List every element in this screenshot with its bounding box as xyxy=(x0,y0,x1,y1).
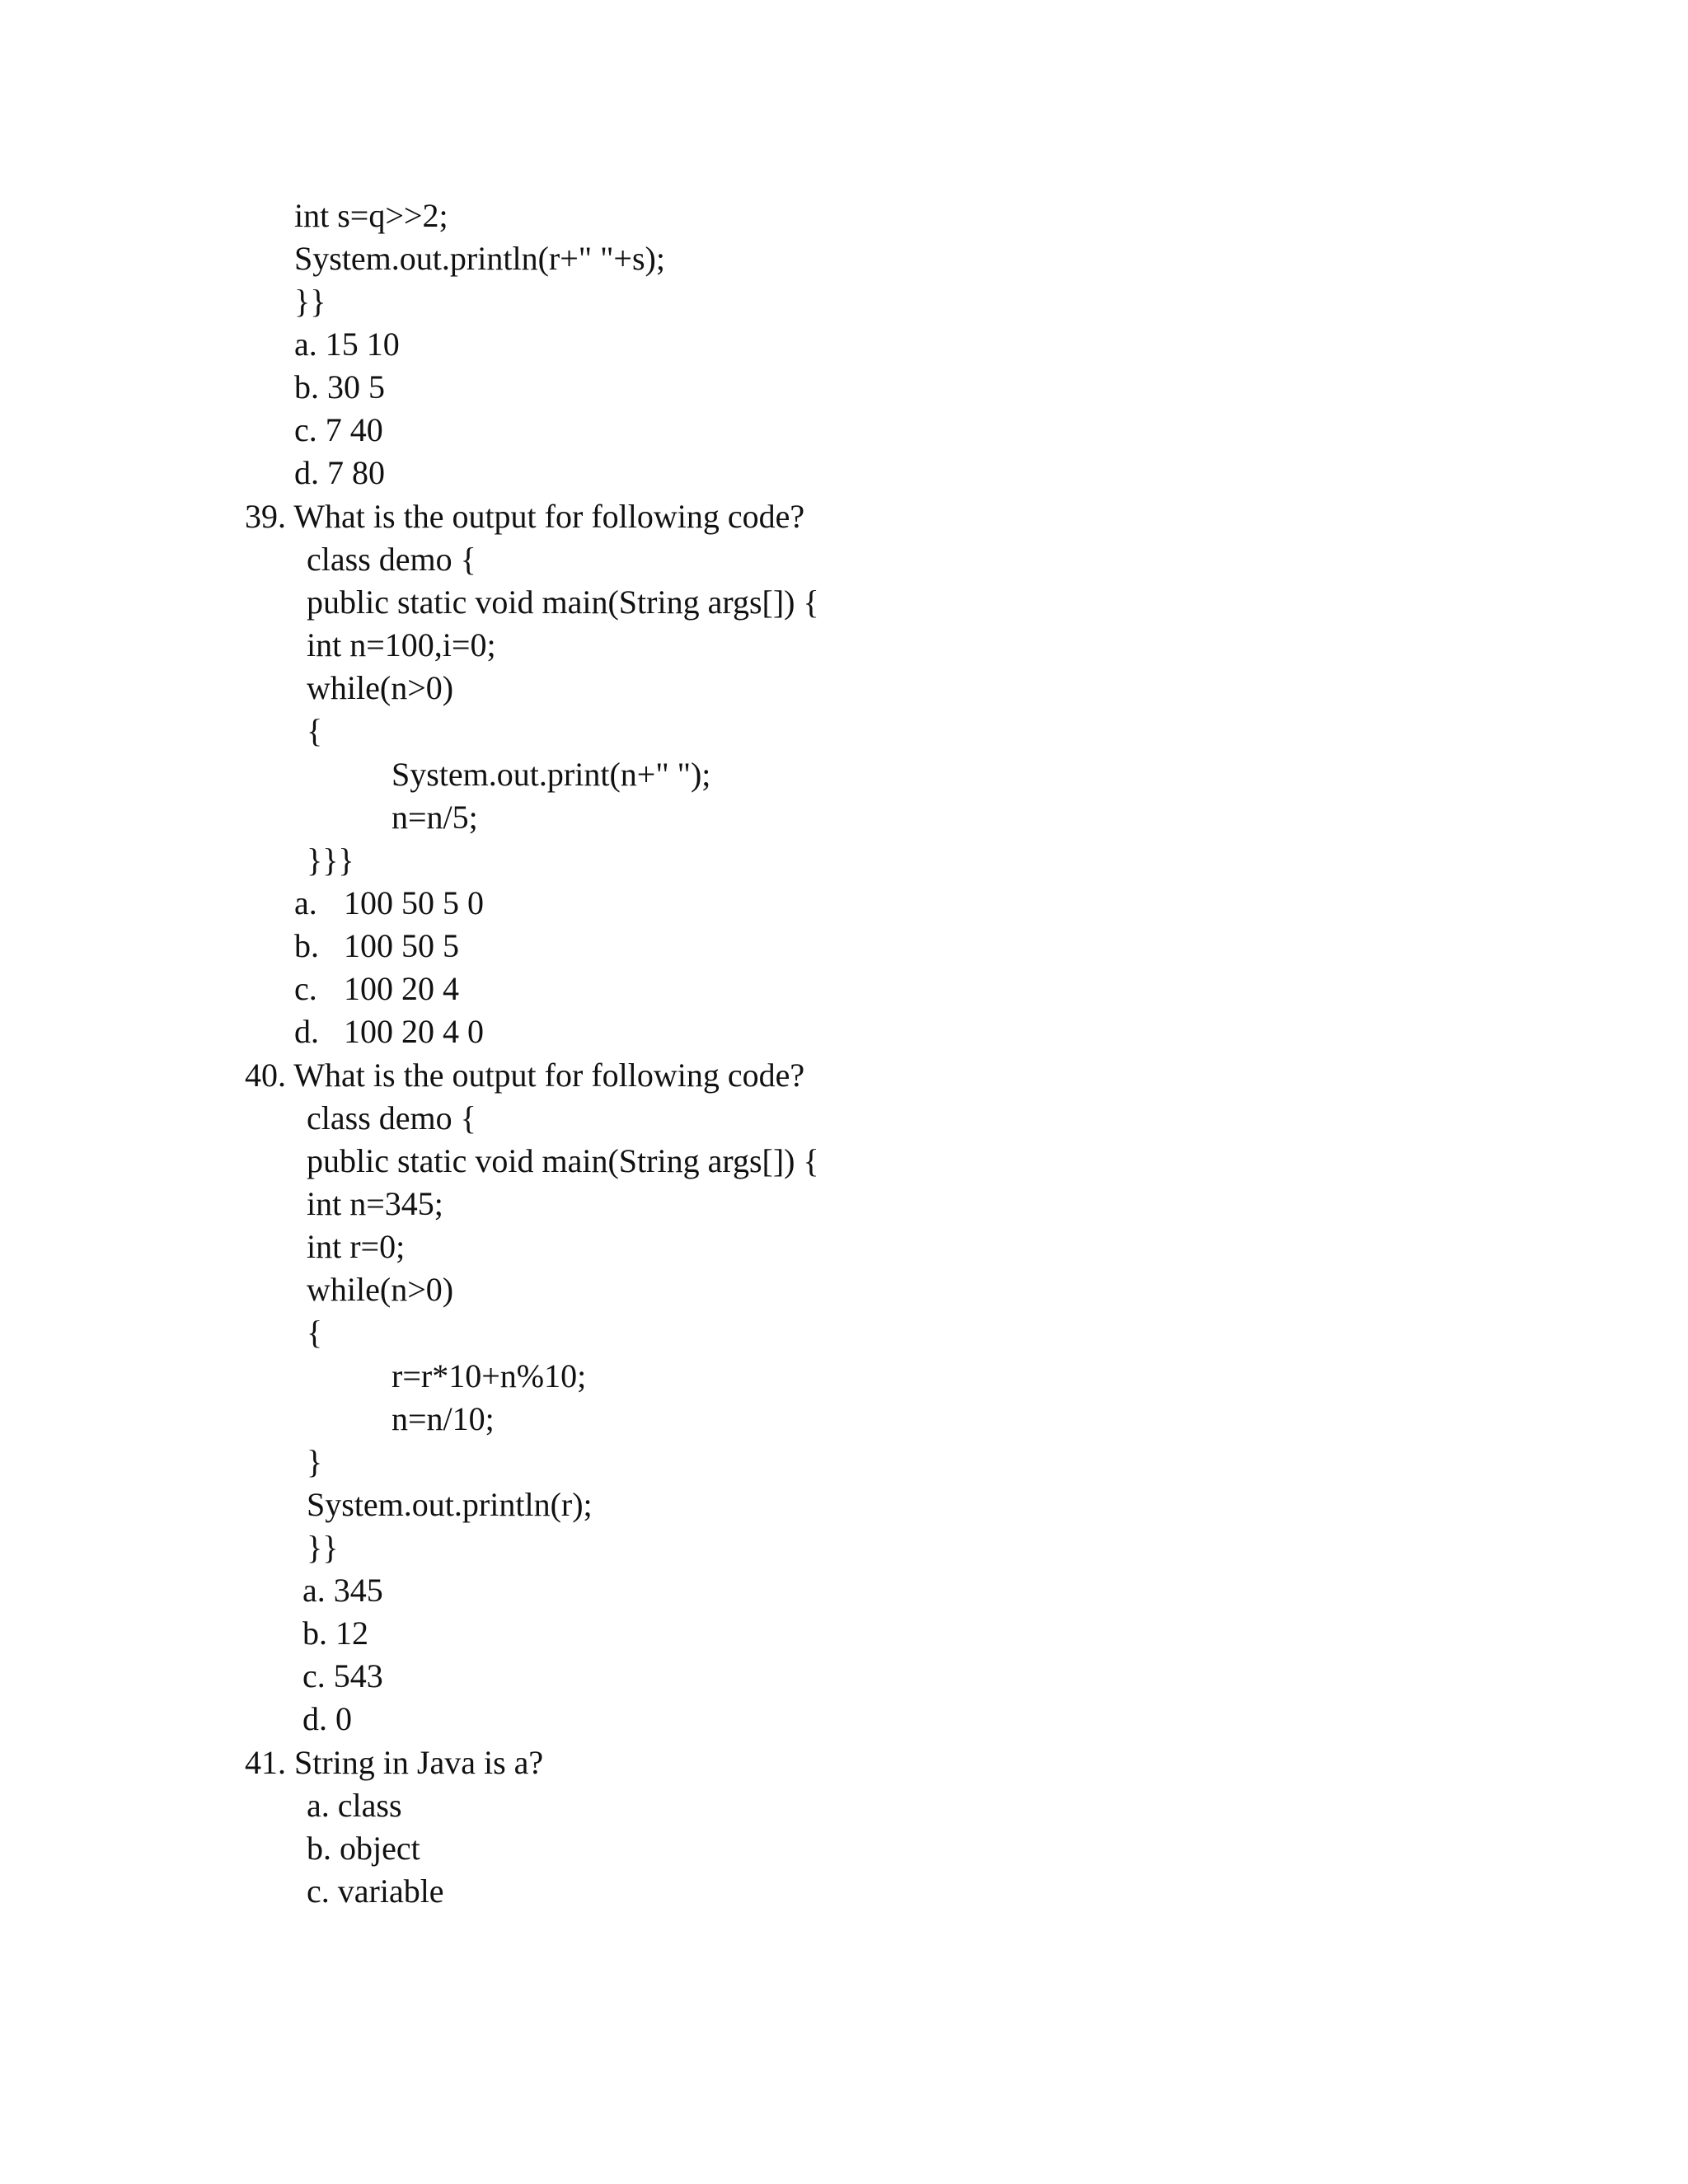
code-line: }} xyxy=(307,1529,339,1566)
question-41-title: 41. String in Java is a? xyxy=(245,1744,544,1781)
answer-option xyxy=(294,927,459,964)
answer-option: b. object xyxy=(307,1830,420,1867)
answer-option: b. 12 xyxy=(302,1615,368,1652)
option-letter: d. xyxy=(294,1013,319,1050)
option-text: 100 20 4 xyxy=(344,970,459,1007)
answer-option: c. 543 xyxy=(302,1657,383,1694)
answer-option: d. 7 80 xyxy=(294,454,385,491)
answer-option xyxy=(294,884,484,921)
answer-option: c. 7 40 xyxy=(294,411,383,448)
code-line: }} xyxy=(294,283,326,320)
code-line: class demo { xyxy=(307,541,476,578)
code-line: System.out.println(r); xyxy=(307,1486,593,1523)
question-40-title: 40. What is the output for following code? xyxy=(245,1057,805,1094)
code-line: System.out.print(n+" "); xyxy=(392,756,711,793)
code-line: int n=345; xyxy=(307,1185,443,1222)
code-line: }}} xyxy=(307,841,354,879)
code-line: System.out.println(r+" "+s); xyxy=(294,240,665,277)
option-text: 100 50 5 0 xyxy=(344,884,484,921)
answer-option: a. 15 10 xyxy=(294,326,400,363)
code-line: int r=0; xyxy=(307,1228,406,1265)
answer-option xyxy=(294,972,459,1005)
code-line: while(n>0) xyxy=(307,1271,454,1308)
question-39-title: 39. What is the output for following code? xyxy=(245,498,805,535)
code-line: public static void main(String args[]) { xyxy=(307,1142,819,1179)
answer-option: a. class xyxy=(307,1787,402,1824)
code-line: int n=100,i=0; xyxy=(307,626,496,663)
option-text: 100 20 4 0 xyxy=(344,1013,484,1050)
option-letter: c. xyxy=(294,970,317,1007)
code-line: n=n/10; xyxy=(392,1400,495,1437)
option-letter: a. xyxy=(294,884,317,921)
code-line: n=n/5; xyxy=(392,799,478,836)
code-line: public static void main(String args[]) { xyxy=(307,583,819,621)
code-line: { xyxy=(307,1314,323,1351)
code-line: r=r*10+n%10; xyxy=(392,1357,587,1394)
code-line: int s=q>>2; xyxy=(294,197,448,234)
answer-option: a. 345 xyxy=(302,1572,383,1609)
code-line: class demo { xyxy=(307,1099,476,1137)
answer-option xyxy=(294,1015,484,1048)
code-line: while(n>0) xyxy=(307,669,454,706)
answer-option: c. variable xyxy=(307,1872,444,1910)
code-line: } xyxy=(307,1443,323,1480)
answer-option: d. 0 xyxy=(302,1700,352,1737)
code-line: { xyxy=(307,712,323,749)
option-letter: b. xyxy=(294,927,319,964)
answer-option: b. 30 5 xyxy=(294,368,385,405)
option-text: 100 50 5 xyxy=(344,927,459,964)
